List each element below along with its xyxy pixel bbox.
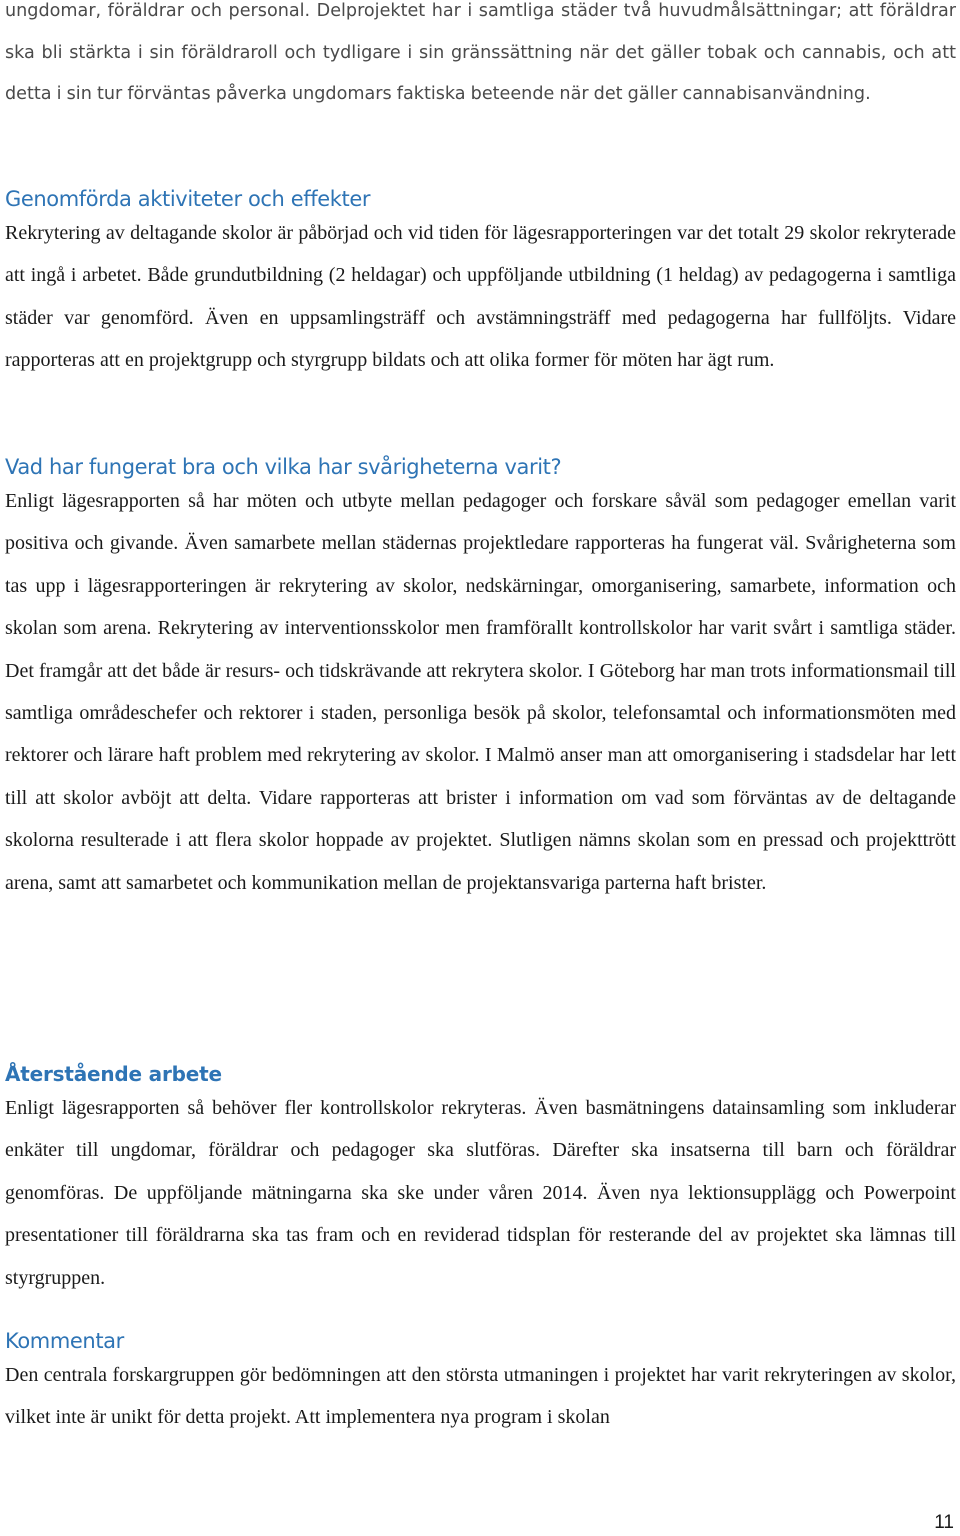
heading-genomforda-aktiviteter: Genomförda aktiviteter och effekter <box>5 187 371 211</box>
heading-vad-har-fungerat: Vad har fungerat bra och vilka har svårigheterna varit? <box>5 455 562 479</box>
paragraph-kommentar: Den centrala forskargruppen gör bedömningen att den största utmaningen i projektet har varit rekryteringen av skolor, vilket inte är unikt för detta projekt. Att implementera nya program i skolan <box>5 1364 956 1429</box>
paragraph-genomforda-aktiviteter: Rekrytering av deltagande skolor är påbörjad och vid tiden för lägesrapporteringen var det totalt 29 skolor rekryterade att ingå i arbetet. Både grundutbildning (2 heldagar) och uppföljande utbildning (1 heldag) av pedagogerna i samtliga städer var genomförd. Även en uppsamlingsträff och avstämningsträff med pedagogerna har fullföljts. Vidare rapporteras att en projektgrupp och styrgrupp bildats och att olika former för möten har ägt rum. <box>5 222 956 372</box>
paragraph-vad-har-fungerat: Enligt lägesrapporten så har möten och utbyte mellan pedagoger och forskare såväl som pedagoger emellan varit positiva och givande. Även samarbete mellan städernas projektledare rapporteras ha fungerat väl. Svårigheterna som tas upp i lägesrapporteringen är rekrytering av skolor, nedskärningar, omorganisering, samarbete, information och skolan som arena. Rekrytering av interventionsskolor men framförallt kontrollskolor har varit svårt i samtliga städer. Det framgår att det både är resurs- och tidskrävande att rekrytera skolor. I Göteborg har man trots informationsmail till samtliga områdeschefer och rektorer i staden, personliga besök på skolor, telefonsamtal och informationsmöten med rektorer och lärare haft problem med rekrytering av skolor. I Malmö anser man att omorganisering i stadsdelar har lett till att skolor avböjt att delta. Vidare rapporteras att brister i information om vad som förväntas av de deltagande skolorna resulterade i att flera skolor hoppade av projektet. Slutligen nämns skolan som en pressad och projekttrött arena, samt att samarbetet och kommunikation mellan de projektansvariga parterna haft brister. <box>5 490 956 894</box>
intro-paragraph: ungdomar, föräldrar och personal. Delprojektet har i samtliga städer två huvudmålsättningar; att föräldrar ska bli stärkta i sin föräldraroll och tydligare i sin gränssättning när det gäller tobak och cannabis, och att detta i sin tur förväntas påverka ungdomars faktiska beteende när det gäller cannabisanvändning. <box>5 1 956 105</box>
heading-kommentar: Kommentar <box>5 1329 124 1353</box>
heading-aterstaende-arbete: Återstående arbete <box>5 1062 222 1086</box>
paragraph-aterstaende-arbete: Enligt lägesrapporten så behöver fler kontrollskolor rekryteras. Även basmätningens datainsamling som inkluderar enkäter till ungdomar, föräldrar och pedagoger ska slutföras. Därefter ska insatserna till barn och föräldrar genomföras. De uppföljande mätningarna ska ske under våren 2014. Även nya lektionsupplägg och Powerpoint presentationer till föräldrarna ska tas fram och en reviderad tidsplan för resterande del av projektet ska lämnas till styrgruppen. <box>5 1097 956 1289</box>
page-number: 11 <box>934 1512 954 1533</box>
